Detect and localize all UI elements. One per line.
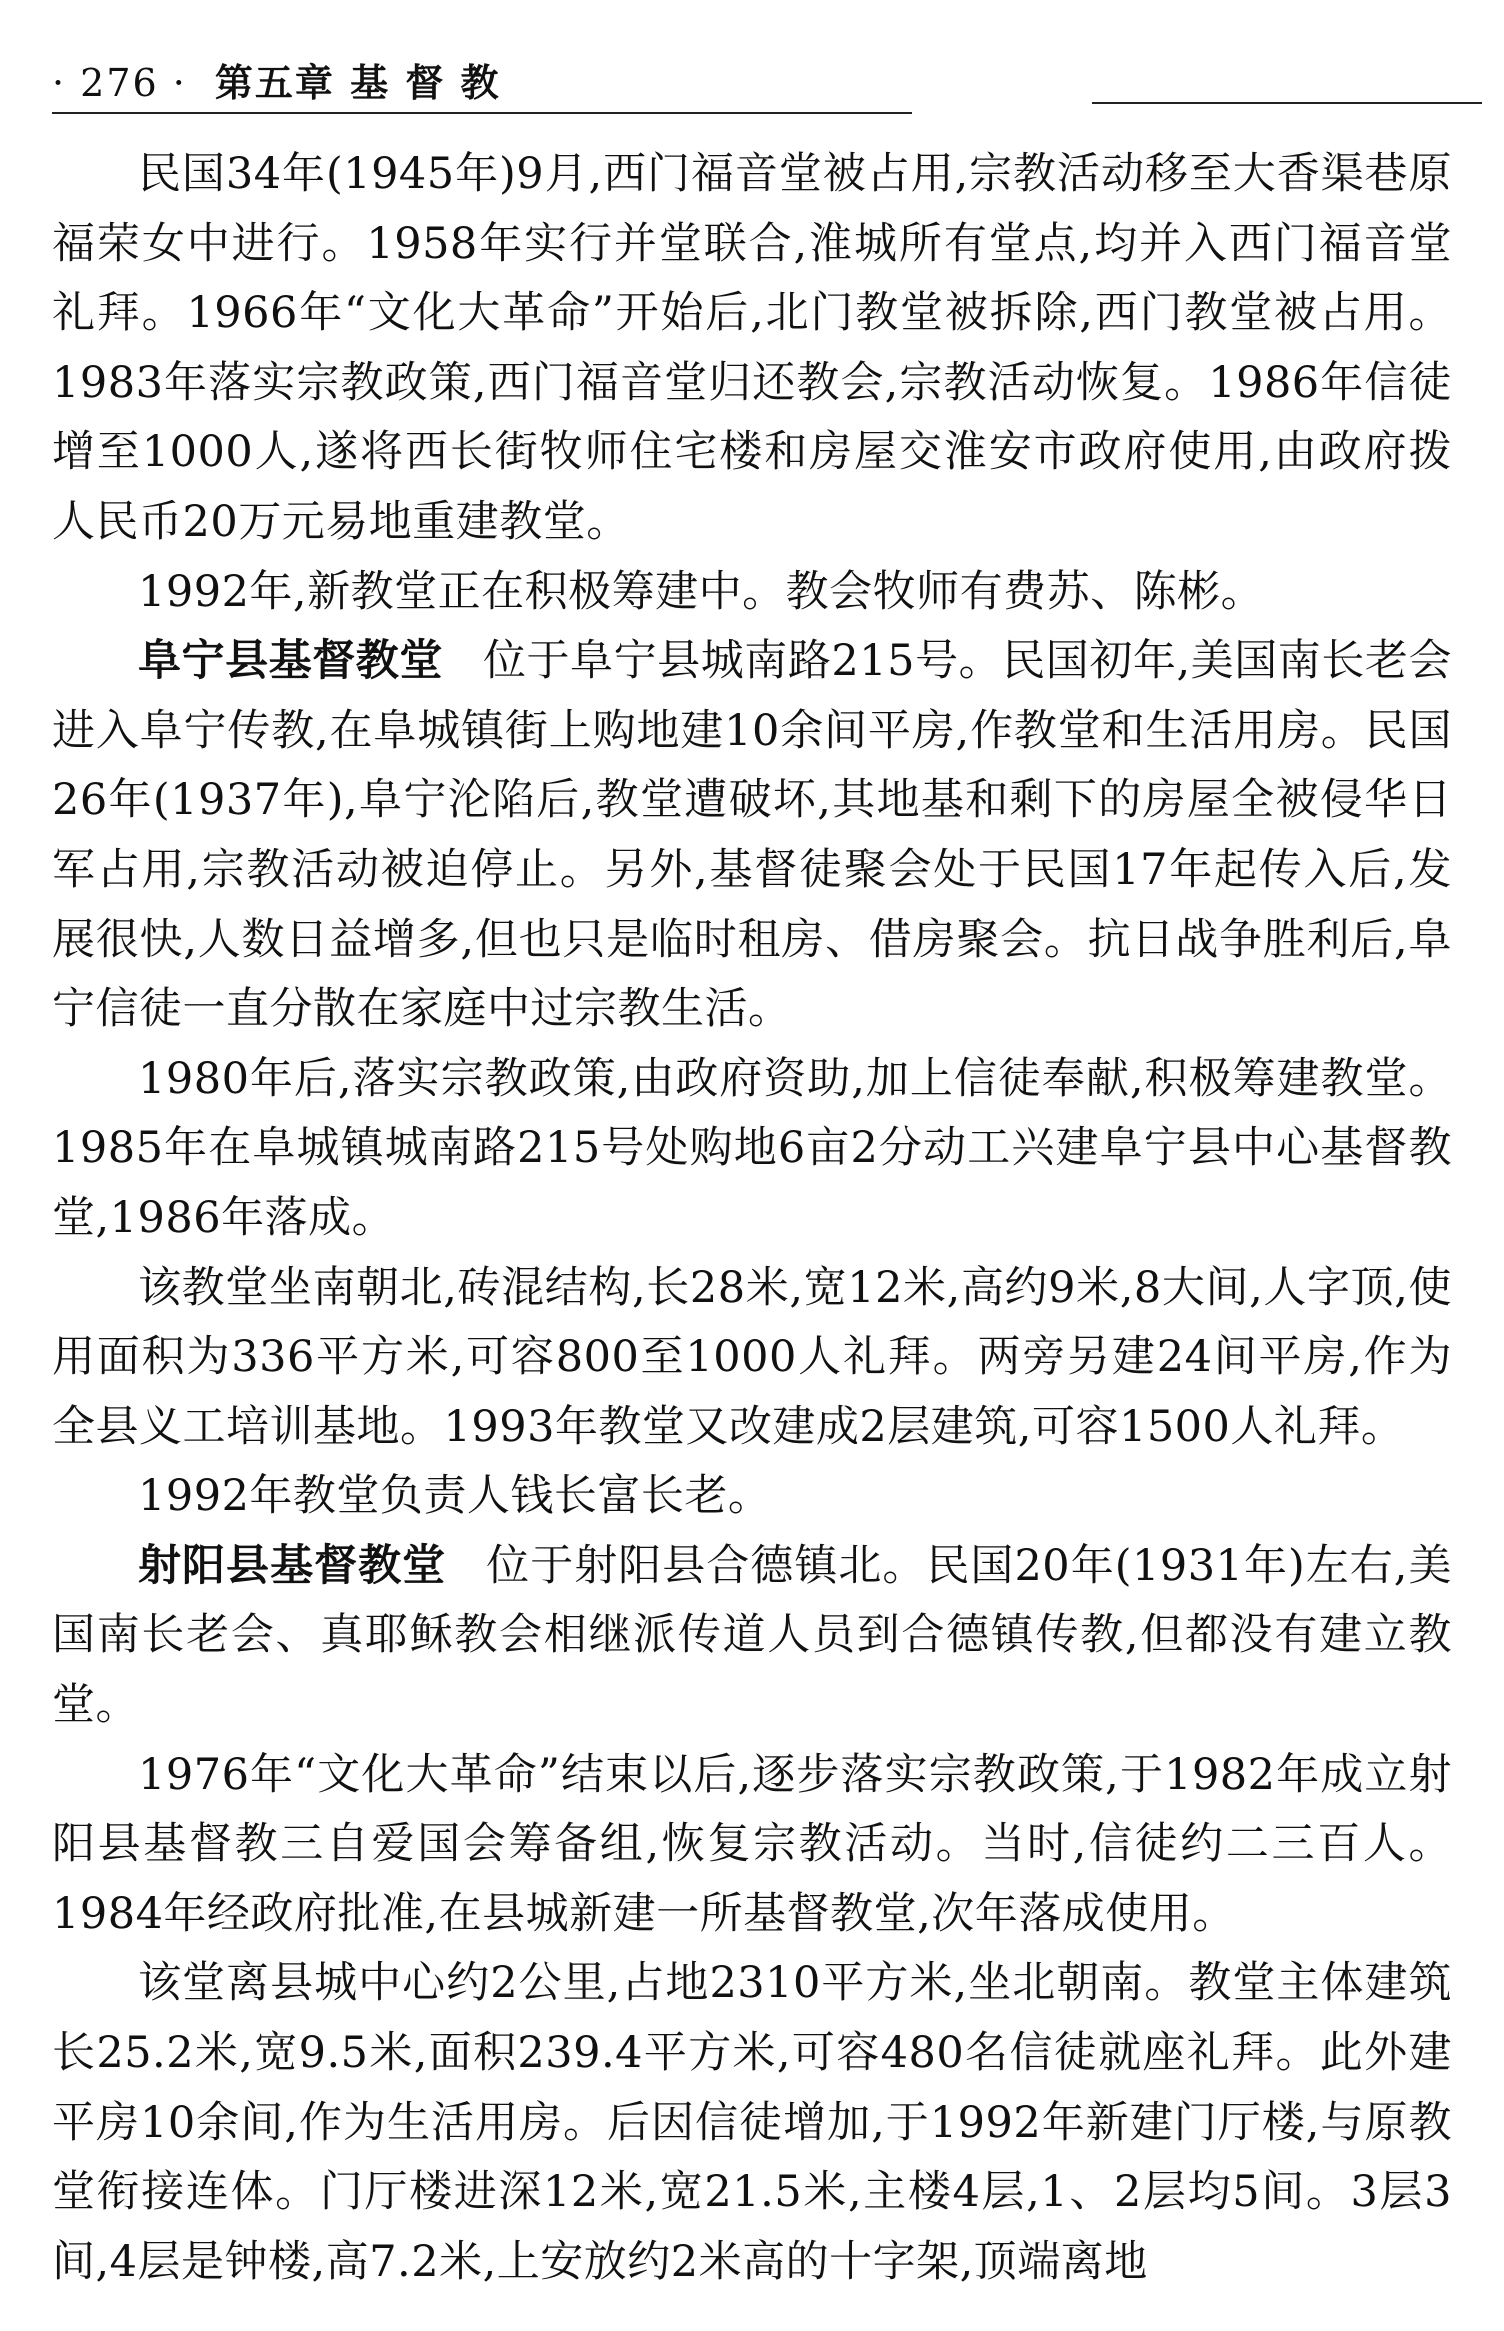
header-rule-right: [1092, 102, 1482, 104]
section-heading: 阜宁县基督教堂: [138, 636, 443, 687]
page-number: · 276 ·: [52, 61, 187, 105]
paragraph-text: 1992年,新教堂正在积极筹建中。教会牧师有费苏、陈彬。: [138, 566, 1265, 617]
paragraph: [52, 1532, 1452, 1741]
section-heading: 射阳县基督教堂: [138, 1540, 447, 1591]
paragraph: [52, 558, 1452, 628]
paragraph-text: 1976年“文化大革命”结束以后,逐步落实宗教政策,于1982年成立射阳县基督教三自爱国会筹备组,恢复宗教活动。当时,信徒约二三百人。1984年经政府批准,在县城新建一所基督教堂,次年落成使用。: [52, 1749, 1452, 1939]
paragraph-text: 该教堂坐南朝北,砖混结构,长28米,宽12米,高约9米,8大间,人字顶,使用面积为336平方米,可容800至1000人礼拜。两旁另建24间平房,作为全县义工培训基地。1993年教堂又改建成2层建筑,可容1500人礼拜。: [52, 1262, 1452, 1452]
paragraph: [52, 1254, 1452, 1463]
paragraph: [52, 1045, 1452, 1254]
paragraph-text: 该堂离县城中心约2公里,占地2310平方米,坐北朝南。教堂主体建筑长25.2米,宽9.5米,面积239.4平方米,可容480名信徒就座礼拜。此外建平房10余间,作为生活用房。后因信徒增加,于1992年新建门厅楼,与原教堂衔接连体。门厅楼进深12米,宽21.5米,主楼4层,1、2层均5间。3层3间,4层是钟楼,高7.2米,上安放约2米高的十字架,顶端离地: [52, 1958, 1452, 2287]
body-text: [52, 140, 1452, 2297]
paragraph: [52, 1949, 1452, 2297]
paragraph-text: 民国34年(1945年)9月,西门福音堂被占用,宗教活动移至大香渠巷原福荣女中进行。1958年实行并堂联合,淮城所有堂点,均并入西门福音堂礼拜。1966年“文化大革命”开始后,北门教堂被拆除,西门教堂被占用。1983年落实宗教政策,西门福音堂归还教会,宗教活动恢复。1986年信徒增至1000人,遂将西长街牧师住宅楼和房屋交淮安市政府使用,由政府拨人民币20万元易地重建教堂。: [52, 149, 1452, 547]
header-rule-left: [52, 112, 912, 114]
paragraph: [52, 1462, 1452, 1532]
page-header: [52, 52, 1452, 122]
paragraph: [52, 140, 1452, 558]
paragraph-text: 位于射阳县合德镇北。民国20年(1931年)左右,美国南长老会、真耶稣教会相继派传道人员到合德镇传教,但都没有建立教堂。: [52, 1540, 1453, 1731]
paragraph-text: 1992年教堂负责人钱长富长老。: [138, 1471, 772, 1522]
paragraph-text: 位于阜宁县城南路215号。民国初年,美国南长老会进入阜宁传教,在阜城镇街上购地建10余间平房,作教堂和生活用房。民国26年(1937年),阜宁沦陷后,教堂遭破坏,其地基和剩下的房屋全被侵华日军占用,宗教活动被迫停止。另外,基督徒聚会处于民国17年起传入后,发展很快,人数日益增多,但也只是临时租房、借房聚会。抗日战争胜利后,阜宁信徒一直分散在家庭中过宗教生活。: [52, 636, 1452, 1035]
chapter-title: 第五章 基 督 教: [214, 60, 501, 105]
paragraph-text: 1980年后,落实宗教政策,由政府资助,加上信徒奉献,积极筹建教堂。1985年在阜城镇城南路215号处购地6亩2分动工兴建阜宁县中心基督教堂,1986年落成。: [52, 1053, 1452, 1243]
paragraph: [52, 627, 1452, 1045]
paragraph: [52, 1741, 1452, 1950]
running-head: [52, 52, 501, 107]
